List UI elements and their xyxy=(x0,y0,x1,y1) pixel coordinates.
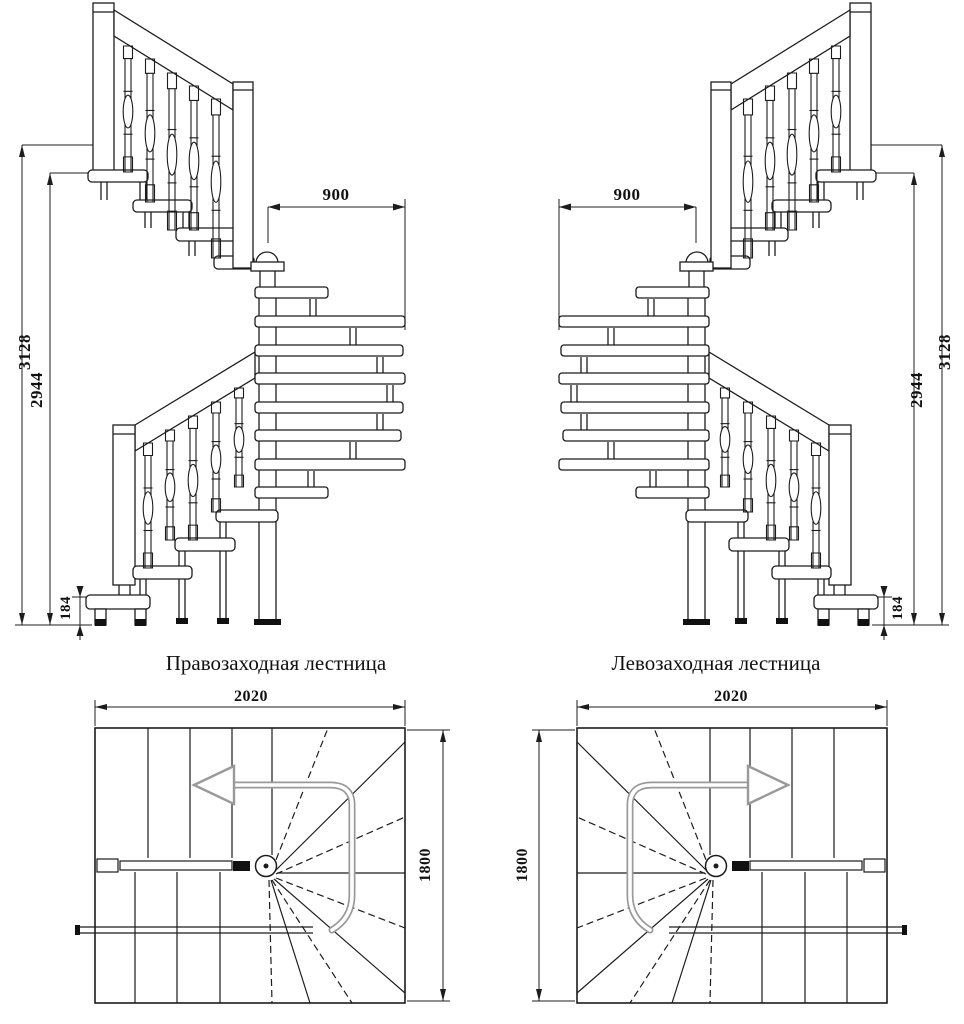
dim-total-height-right: 3128 xyxy=(935,334,954,370)
dim-total-height-left: 3128 xyxy=(15,334,34,370)
caption-right-turning: Правозаходная лестница xyxy=(165,651,387,675)
caption-left-turning: Левозаходная лестница xyxy=(611,651,821,675)
plan-depth-right: 1800 xyxy=(514,848,531,882)
dim-tread-length-left: 900 xyxy=(322,185,350,204)
dim-railing-height-right: 2944 xyxy=(907,372,926,408)
right-turning-elevation xyxy=(15,3,405,640)
dim-railing-height-left: 2944 xyxy=(27,372,46,408)
dim-step-rise-right: 184 xyxy=(890,596,906,620)
dim-step-rise-left: 184 xyxy=(58,596,74,620)
plan-depth-left: 1800 xyxy=(417,848,434,882)
left-turning-plan xyxy=(532,700,907,1003)
right-turning-plan xyxy=(75,700,450,1003)
dim-tread-length-right: 900 xyxy=(613,185,641,204)
left-turning-elevation xyxy=(559,3,949,640)
plan-width-right: 2020 xyxy=(714,688,748,705)
plan-width-left: 2020 xyxy=(234,688,268,705)
